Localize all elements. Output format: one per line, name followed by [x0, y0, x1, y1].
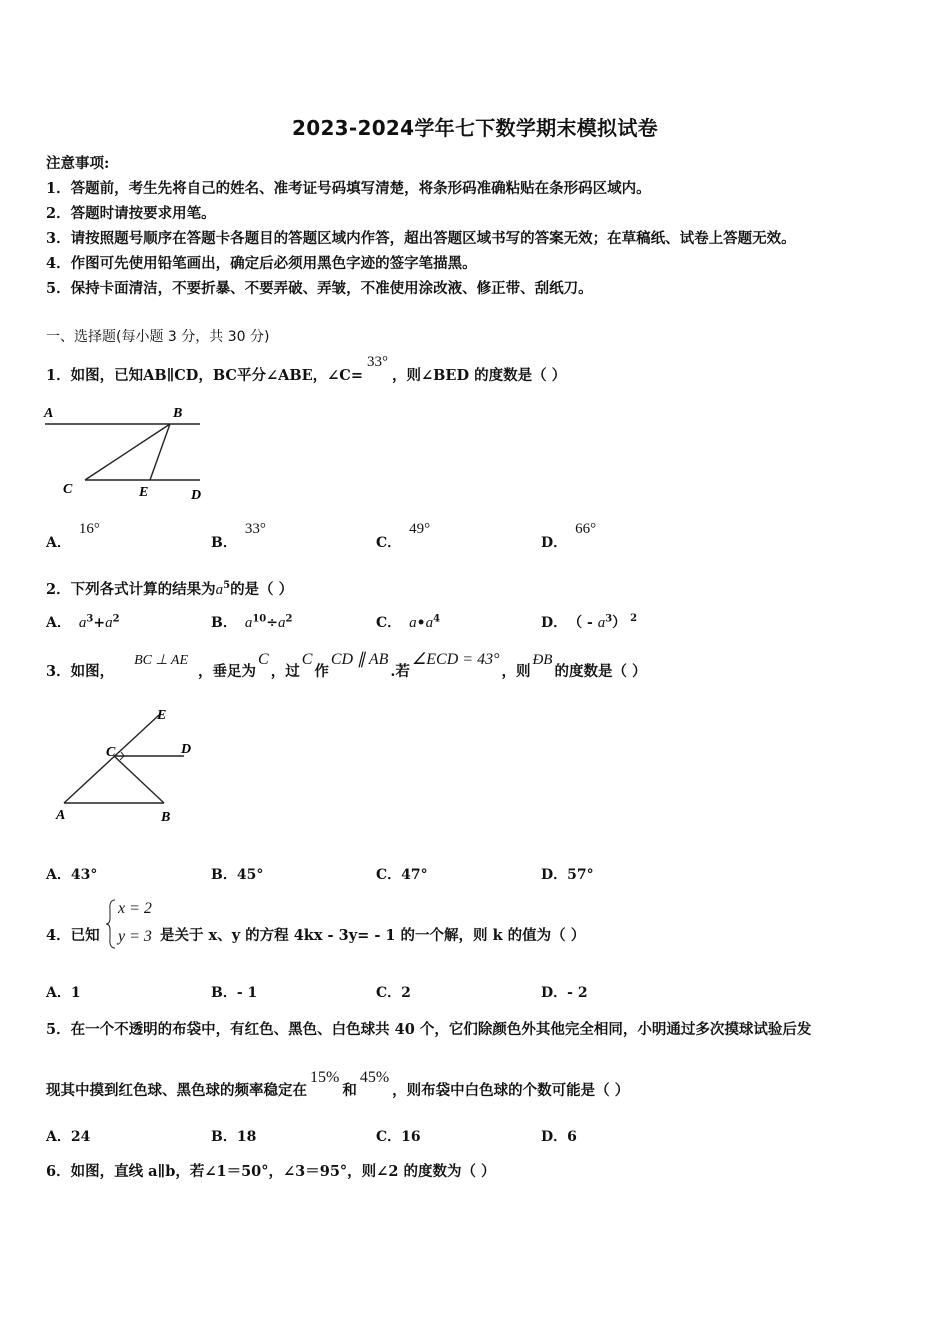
- option-exp: 3: [86, 613, 94, 625]
- page-title: 2023-2024学年七下数学期末模拟试卷: [292, 116, 658, 140]
- q2-text-a: 2．下列各式计算的结果为: [46, 581, 216, 598]
- option-letter: D．: [541, 1129, 568, 1145]
- q3-label-e: E: [157, 708, 167, 723]
- q5-part: 现其中摸到红色球、黑色球的频率稳定在: [46, 1082, 307, 1099]
- notes-heading: 注意事项:: [46, 155, 110, 172]
- q1-text: [46, 354, 567, 385]
- q5-line1: 5．在一个不透明的布袋中，有红色、黑色、白色球共 40 个，它们除颜色外其他完全相同，小明通过多次摸球试验后发: [46, 1021, 812, 1038]
- option-value: 16: [401, 1129, 421, 1145]
- option-value: 1: [70, 985, 81, 1001]
- q3-label-b: B: [161, 810, 171, 825]
- option-value: 6: [567, 1129, 577, 1145]
- q3-part: 的度数是（ ）: [554, 663, 647, 680]
- option-value: 49°: [409, 521, 431, 537]
- q4-eq2: y = 3: [118, 928, 152, 945]
- q5-option-c[interactable]: [376, 1126, 421, 1146]
- option-value: 16°: [78, 521, 100, 537]
- q3-option-d[interactable]: [541, 864, 594, 884]
- q2-text: [46, 578, 293, 599]
- q5-option-d[interactable]: [541, 1126, 577, 1146]
- q1-option-b[interactable]: [211, 521, 266, 552]
- q1-label-d: D: [191, 488, 202, 503]
- option-value: 47°: [401, 867, 428, 883]
- q5-line2: [46, 1069, 630, 1100]
- q4-option-a[interactable]: [46, 982, 81, 1002]
- q1-text-b: ，则∠BED 的度数是（ ）: [392, 367, 567, 384]
- q4-eq1: x = 2: [118, 900, 152, 917]
- option-base: a: [78, 615, 87, 631]
- option-op: ÷: [266, 615, 278, 631]
- q1-label-e: E: [139, 485, 149, 500]
- option-letter: C．: [376, 985, 402, 1001]
- option-suffix: ）: [612, 615, 627, 631]
- note-item: 5．保持卡面清洁，不要折暴、不要弄破、弄皱，不准使用涂改液、修正带、刮纸刀。: [46, 280, 593, 297]
- option-letter: D．: [541, 867, 568, 883]
- option-letter: A．: [46, 1129, 71, 1145]
- option-exp: 3: [605, 613, 613, 625]
- option-value: - 2: [567, 985, 588, 1001]
- q3-part: ，则: [501, 663, 531, 680]
- q1-label-c: C: [63, 482, 73, 497]
- option-value: 2: [401, 985, 411, 1001]
- option-exp: 4: [433, 613, 441, 625]
- option-value: 57°: [567, 867, 594, 883]
- option-base: a: [244, 615, 253, 631]
- q3-math: BC ⊥ AE: [134, 653, 189, 668]
- q4-option-d[interactable]: [541, 982, 588, 1002]
- option-base: a: [278, 615, 286, 631]
- option-letter: B．: [211, 985, 237, 1001]
- option-letter: D．: [541, 985, 568, 1001]
- q3-part: ，过: [270, 663, 300, 680]
- q1-angle: 33°: [367, 354, 388, 370]
- option-value: - 1: [236, 985, 258, 1001]
- q3-label-d: D: [181, 742, 192, 757]
- option-letter: C．: [376, 867, 402, 883]
- q2-exp: 5: [223, 580, 231, 592]
- q3-part: 3．如图，: [46, 663, 115, 680]
- option-exp: 2: [630, 613, 638, 625]
- q3-label-a: A: [56, 808, 66, 823]
- q3-part: 作: [314, 663, 329, 680]
- option-value: 45°: [236, 867, 264, 883]
- q3-part: ，垂足为: [198, 663, 257, 680]
- option-op: +: [93, 615, 106, 631]
- q3-text: [46, 651, 647, 681]
- q2-option-c[interactable]: [376, 612, 440, 632]
- q1-text-a: 1．如图，已知AB∥CD，BC平分∠ABE，∠C=: [46, 367, 363, 384]
- option-letter: D．: [541, 535, 568, 551]
- option-prefix: （ -: [575, 615, 598, 631]
- q2-text-b: 的是（ ）: [230, 581, 294, 598]
- option-base: a: [105, 615, 113, 631]
- q4-option-b[interactable]: [211, 982, 257, 1002]
- option-letter: A．: [46, 867, 71, 883]
- q1-option-d[interactable]: [541, 521, 597, 552]
- q4-text: 是关于 x、y 的方程 4kx - 3y= - 1 的一个解，则 k 的值为（ ）: [160, 927, 586, 944]
- option-op: •: [416, 615, 426, 631]
- q1-label-a: A: [44, 406, 54, 421]
- option-value: 33°: [244, 521, 266, 537]
- option-base: a: [425, 615, 434, 631]
- option-letter: C．: [376, 615, 402, 631]
- option-value: 24: [70, 1129, 91, 1145]
- q3-option-c[interactable]: [376, 864, 428, 884]
- option-letter: B．: [211, 867, 237, 883]
- q3-math: C: [301, 651, 313, 668]
- q3-figure: [44, 700, 214, 830]
- note-item: 1．答题前，考生先将自己的姓名、准考证号码填写清楚，将条形码准确粘贴在条形码区域内。: [46, 180, 651, 197]
- q6-text: 6．如图，直线 a∥b，若∠1＝50°，∠3＝95°，则∠2 的度数为（ ）: [46, 1163, 496, 1180]
- option-exp: 2: [112, 613, 120, 625]
- q1-option-c[interactable]: [376, 521, 431, 552]
- option-letter: B．: [211, 615, 237, 631]
- q3-math: ∠ECD = 43°: [411, 651, 500, 668]
- q1-label-b: B: [173, 406, 183, 421]
- q3-math: ÐB: [532, 652, 553, 668]
- option-letter: B．: [211, 1129, 237, 1145]
- option-exp: 2: [285, 613, 293, 625]
- option-exp: 10: [252, 613, 267, 625]
- q5-value: 45%: [359, 1069, 390, 1086]
- option-letter: B．: [211, 535, 237, 551]
- q2-option-d[interactable]: [541, 612, 637, 632]
- q5-part: 和: [342, 1082, 357, 1099]
- option-letter: D．: [541, 615, 568, 631]
- option-letter: A．: [46, 535, 71, 551]
- option-value: 66°: [575, 521, 597, 537]
- option-letter: A．: [46, 615, 71, 631]
- q5-part: ，则布袋中白色球的个数可能是（ ）: [392, 1082, 630, 1099]
- note-item: 4．作图可先使用铅笔画出，确定后必须用黑色字迹的签字笔描黑。: [46, 255, 477, 272]
- q4-brace: [105, 898, 117, 950]
- q2-base: a: [215, 582, 224, 598]
- note-item: 3．请按照题号顺序在答题卡各题目的答题区域内作答，超出答题区域书写的答案无效；在草稿纸、试卷上答题无效。: [46, 230, 796, 247]
- option-base: a: [409, 615, 417, 631]
- q5-option-b[interactable]: [211, 1126, 256, 1146]
- q4-option-c[interactable]: [376, 982, 411, 1002]
- q5-value: 15%: [310, 1069, 340, 1086]
- option-value: 18: [236, 1129, 257, 1145]
- note-item: 2．答题时请按要求用笔。: [46, 205, 216, 222]
- q1-option-a[interactable]: [46, 521, 100, 552]
- q1-figure: [40, 400, 220, 510]
- q3-option-b[interactable]: [211, 864, 263, 884]
- option-letter: C．: [376, 535, 402, 551]
- option-letter: A．: [46, 985, 71, 1001]
- option-letter: C．: [376, 1129, 402, 1145]
- q3-option-a[interactable]: [46, 864, 97, 884]
- q2-option-a[interactable]: [46, 612, 120, 632]
- q3-math: CD ∥ AB: [330, 651, 389, 668]
- section-heading: 一、选择题(每小题 3 分，共 30 分): [46, 329, 270, 345]
- option-value: 43°: [70, 867, 98, 883]
- q4-prefix: 4．已知: [46, 927, 100, 944]
- q2-option-b[interactable]: [211, 612, 292, 632]
- q3-label-c: C: [106, 745, 116, 760]
- q3-part: .若: [390, 663, 410, 680]
- q5-option-a[interactable]: [46, 1126, 90, 1146]
- option-base: a: [597, 615, 606, 631]
- q3-math: C: [258, 651, 269, 668]
